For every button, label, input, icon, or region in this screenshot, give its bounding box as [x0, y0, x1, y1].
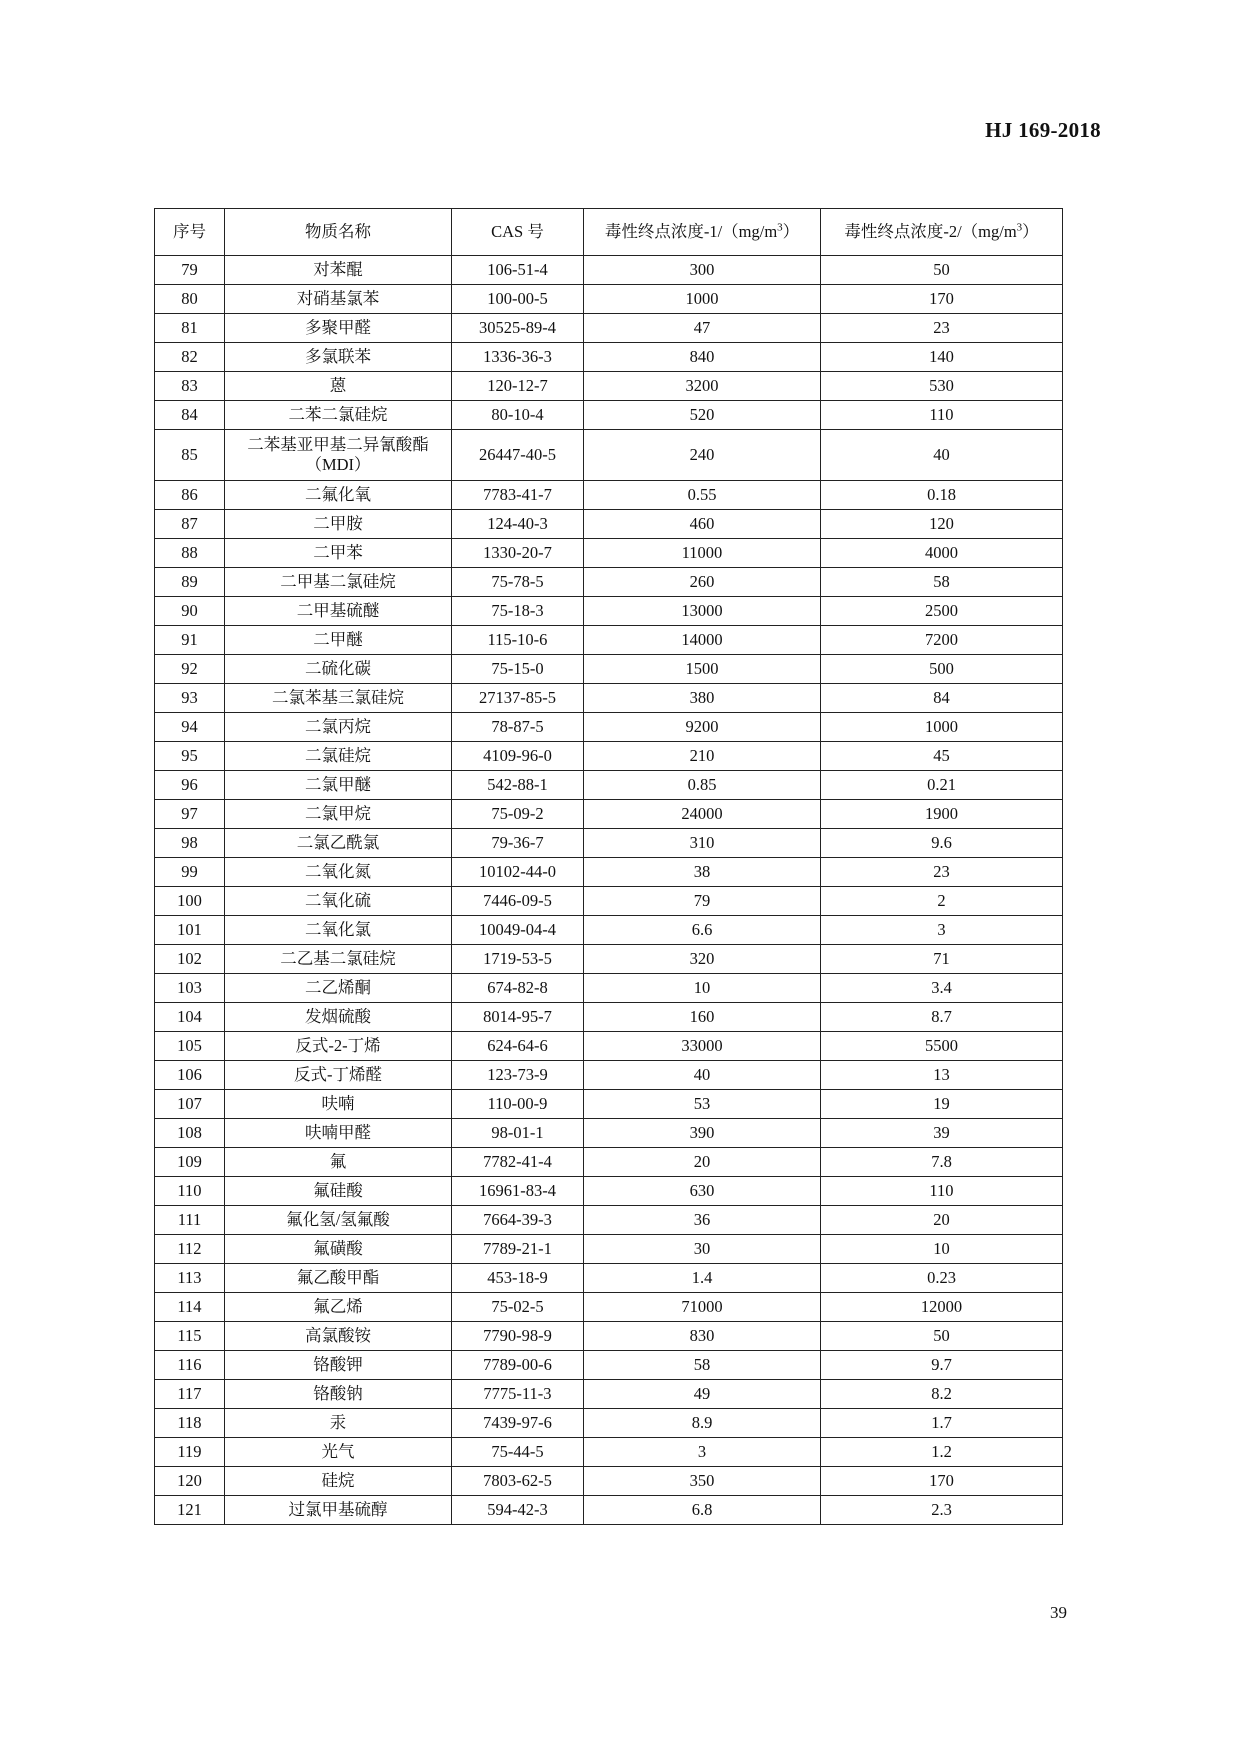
table-row: [155, 1496, 1063, 1525]
table-row: [155, 626, 1063, 655]
cell-toxicity-2: 8.2: [821, 1380, 1063, 1409]
cell-toxicity-2: 0.21: [821, 771, 1063, 800]
table-row: [155, 713, 1063, 742]
cell-seq: 92: [155, 655, 225, 684]
cell-toxicity-1: 320: [584, 945, 821, 974]
cell-seq: 95: [155, 742, 225, 771]
cell-seq: 107: [155, 1090, 225, 1119]
table-row: [155, 285, 1063, 314]
cell-substance-name: 二乙烯酮: [225, 974, 452, 1003]
cell-cas: 7803-62-5: [452, 1467, 584, 1496]
cell-toxicity-1: 260: [584, 568, 821, 597]
table-row: [155, 1409, 1063, 1438]
table-row: [155, 401, 1063, 430]
cell-cas: 75-44-5: [452, 1438, 584, 1467]
cell-seq: 116: [155, 1351, 225, 1380]
cell-toxicity-1: 520: [584, 401, 821, 430]
table-row: [155, 1119, 1063, 1148]
cell-cas: 120-12-7: [452, 372, 584, 401]
cell-substance-name: 高氯酸铵: [225, 1322, 452, 1351]
cell-toxicity-1: 460: [584, 510, 821, 539]
cell-cas: 7790-98-9: [452, 1322, 584, 1351]
cell-toxicity-2: 12000: [821, 1293, 1063, 1322]
cell-toxicity-2: 2500: [821, 597, 1063, 626]
cell-toxicity-1: 840: [584, 343, 821, 372]
cell-cas: 594-42-3: [452, 1496, 584, 1525]
cell-seq: 103: [155, 974, 225, 1003]
cell-cas: 100-00-5: [452, 285, 584, 314]
cell-toxicity-1: 14000: [584, 626, 821, 655]
cell-seq: 100: [155, 887, 225, 916]
cell-seq: 93: [155, 684, 225, 713]
cell-substance-name: 过氯甲基硫醇: [225, 1496, 452, 1525]
cell-seq: 82: [155, 343, 225, 372]
cell-seq: 109: [155, 1148, 225, 1177]
cell-seq: 111: [155, 1206, 225, 1235]
cell-substance-name: 铬酸钾: [225, 1351, 452, 1380]
cell-substance-name: 二乙基二氯硅烷: [225, 945, 452, 974]
cell-cas: 106-51-4: [452, 256, 584, 285]
cell-toxicity-2: 1900: [821, 800, 1063, 829]
cell-substance-name: 蒽: [225, 372, 452, 401]
cell-toxicity-1: 47: [584, 314, 821, 343]
cell-substance-name: 氟: [225, 1148, 452, 1177]
cell-cas: 115-10-6: [452, 626, 584, 655]
cell-substance-name: 二氯甲烷: [225, 800, 452, 829]
cell-toxicity-1: 49: [584, 1380, 821, 1409]
cell-cas: 10102-44-0: [452, 858, 584, 887]
cell-substance-name: 铬酸钠: [225, 1380, 452, 1409]
table-row: [155, 256, 1063, 285]
cell-cas: 110-00-9: [452, 1090, 584, 1119]
cell-substance-name: 氟乙烯: [225, 1293, 452, 1322]
table-row: [155, 1032, 1063, 1061]
cell-toxicity-2: 3: [821, 916, 1063, 945]
cell-cas: 7789-00-6: [452, 1351, 584, 1380]
cell-cas: 7664-39-3: [452, 1206, 584, 1235]
cell-toxicity-1: 6.8: [584, 1496, 821, 1525]
header-toxicity-2-text: 毒性终点浓度-2/（mg/m: [844, 222, 1017, 241]
cell-toxicity-1: 0.55: [584, 481, 821, 510]
cell-seq: 115: [155, 1322, 225, 1351]
cell-cas: 26447-40-5: [452, 430, 584, 481]
toxicity-endpoint-table: [154, 208, 1063, 1525]
header-toxicity-2-close: ）: [1022, 222, 1039, 241]
cell-cas: 79-36-7: [452, 829, 584, 858]
cell-toxicity-1: 0.85: [584, 771, 821, 800]
cell-toxicity-2: 19: [821, 1090, 1063, 1119]
cell-seq: 91: [155, 626, 225, 655]
table-row: [155, 1235, 1063, 1264]
cell-toxicity-2: 110: [821, 401, 1063, 430]
cell-toxicity-2: 2.3: [821, 1496, 1063, 1525]
cell-seq: 94: [155, 713, 225, 742]
table-row: [155, 742, 1063, 771]
cell-toxicity-1: 58: [584, 1351, 821, 1380]
header-seq: 序号: [155, 209, 225, 256]
cell-seq: 87: [155, 510, 225, 539]
cell-substance-name: 二苯二氯硅烷: [225, 401, 452, 430]
cell-toxicity-1: 3200: [584, 372, 821, 401]
cell-seq: 98: [155, 829, 225, 858]
table-row: [155, 1148, 1063, 1177]
cell-seq: 106: [155, 1061, 225, 1090]
cell-seq: 86: [155, 481, 225, 510]
cell-seq: 108: [155, 1119, 225, 1148]
cell-toxicity-1: 38: [584, 858, 821, 887]
cell-toxicity-1: 160: [584, 1003, 821, 1032]
cell-cas: 75-15-0: [452, 655, 584, 684]
header-substance-name: 物质名称: [225, 209, 452, 256]
table-row: [155, 800, 1063, 829]
cell-cas: 30525-89-4: [452, 314, 584, 343]
cell-toxicity-2: 9.6: [821, 829, 1063, 858]
header-toxicity-2-exponent: 3: [1016, 221, 1023, 234]
cell-cas: 27137-85-5: [452, 684, 584, 713]
cell-seq: 117: [155, 1380, 225, 1409]
cell-toxicity-2: 45: [821, 742, 1063, 771]
cell-cas: 75-09-2: [452, 800, 584, 829]
cell-toxicity-1: 380: [584, 684, 821, 713]
table-row: [155, 1206, 1063, 1235]
cell-seq: 81: [155, 314, 225, 343]
cell-toxicity-1: 1.4: [584, 1264, 821, 1293]
cell-toxicity-1: 33000: [584, 1032, 821, 1061]
cell-seq: 84: [155, 401, 225, 430]
cell-toxicity-2: 23: [821, 314, 1063, 343]
header-toxicity-1-text: 毒性终点浓度-1/（mg/m: [604, 222, 778, 241]
table-row: [155, 684, 1063, 713]
cell-substance-name: 氟硅酸: [225, 1177, 452, 1206]
cell-toxicity-1: 71000: [584, 1293, 821, 1322]
table-row: [155, 945, 1063, 974]
cell-seq: 114: [155, 1293, 225, 1322]
table-row: [155, 1380, 1063, 1409]
cell-substance-name: 氟乙酸甲酯: [225, 1264, 452, 1293]
cell-toxicity-2: 530: [821, 372, 1063, 401]
cell-seq: 113: [155, 1264, 225, 1293]
cell-seq: 97: [155, 800, 225, 829]
cell-toxicity-1: 3: [584, 1438, 821, 1467]
cell-seq: 105: [155, 1032, 225, 1061]
cell-toxicity-2: 9.7: [821, 1351, 1063, 1380]
cell-substance-name: 汞: [225, 1409, 452, 1438]
cell-substance-name: 二氯硅烷: [225, 742, 452, 771]
table-row: [155, 1467, 1063, 1496]
table-row: [155, 887, 1063, 916]
cell-toxicity-1: 390: [584, 1119, 821, 1148]
cell-substance-name: 二氧化硫: [225, 887, 452, 916]
cell-cas: 7789-21-1: [452, 1235, 584, 1264]
cell-toxicity-1: 40: [584, 1061, 821, 1090]
cell-toxicity-2: 110: [821, 1177, 1063, 1206]
cell-substance-name: 硅烷: [225, 1467, 452, 1496]
table-row: [155, 539, 1063, 568]
cell-seq: 102: [155, 945, 225, 974]
cell-seq: 89: [155, 568, 225, 597]
cell-toxicity-2: 500: [821, 655, 1063, 684]
table-row: [155, 481, 1063, 510]
cell-cas: 8014-95-7: [452, 1003, 584, 1032]
cell-toxicity-2: 4000: [821, 539, 1063, 568]
cell-toxicity-1: 9200: [584, 713, 821, 742]
table-row: [155, 510, 1063, 539]
cell-toxicity-2: 58: [821, 568, 1063, 597]
header-cas: CAS 号: [452, 209, 584, 256]
cell-toxicity-2: 5500: [821, 1032, 1063, 1061]
cell-seq: 121: [155, 1496, 225, 1525]
cell-substance-name: 多氯联苯: [225, 343, 452, 372]
cell-substance-name: 氟磺酸: [225, 1235, 452, 1264]
cell-seq: 112: [155, 1235, 225, 1264]
table-row: [155, 372, 1063, 401]
table-row: [155, 343, 1063, 372]
cell-toxicity-1: 1000: [584, 285, 821, 314]
cell-cas: 75-78-5: [452, 568, 584, 597]
cell-seq: 83: [155, 372, 225, 401]
cell-toxicity-2: 2: [821, 887, 1063, 916]
header-toxicity-1: [584, 209, 821, 256]
cell-seq: 88: [155, 539, 225, 568]
table-row: [155, 1177, 1063, 1206]
cell-cas: 75-18-3: [452, 597, 584, 626]
cell-cas: 624-64-6: [452, 1032, 584, 1061]
cell-seq: 101: [155, 916, 225, 945]
page-number: 39: [1050, 1603, 1067, 1622]
cell-substance-name: 反式-丁烯醛: [225, 1061, 452, 1090]
cell-substance-name: 呋喃甲醛: [225, 1119, 452, 1148]
cell-toxicity-1: 310: [584, 829, 821, 858]
cell-toxicity-1: 36: [584, 1206, 821, 1235]
table-row: [155, 1322, 1063, 1351]
cell-toxicity-2: 3.4: [821, 974, 1063, 1003]
cell-toxicity-2: 10: [821, 1235, 1063, 1264]
cell-toxicity-1: 350: [584, 1467, 821, 1496]
cell-toxicity-2: 0.18: [821, 481, 1063, 510]
cell-toxicity-1: 240: [584, 430, 821, 481]
cell-cas: 78-87-5: [452, 713, 584, 742]
cell-toxicity-1: 300: [584, 256, 821, 285]
table-row: [155, 974, 1063, 1003]
cell-toxicity-2: 1.2: [821, 1438, 1063, 1467]
cell-toxicity-2: 20: [821, 1206, 1063, 1235]
cell-substance-name: 发烟硫酸: [225, 1003, 452, 1032]
cell-seq: 80: [155, 285, 225, 314]
cell-substance-name: 光气: [225, 1438, 452, 1467]
cell-toxicity-1: 53: [584, 1090, 821, 1119]
cell-toxicity-2: 39: [821, 1119, 1063, 1148]
cell-cas: 7446-09-5: [452, 887, 584, 916]
cell-substance-name: 二硫化碳: [225, 655, 452, 684]
cell-toxicity-2: 84: [821, 684, 1063, 713]
cell-substance-name: 二氯乙酰氯: [225, 829, 452, 858]
cell-toxicity-1: 30: [584, 1235, 821, 1264]
cell-substance-name: 反式-2-丁烯: [225, 1032, 452, 1061]
cell-toxicity-2: 7200: [821, 626, 1063, 655]
cell-cas: 4109-96-0: [452, 742, 584, 771]
cell-cas: 80-10-4: [452, 401, 584, 430]
table-row: [155, 1438, 1063, 1467]
header-toxicity-1-exponent: 3: [777, 221, 783, 234]
cell-toxicity-2: 8.7: [821, 1003, 1063, 1032]
cell-substance-name: 对苯醌: [225, 256, 452, 285]
header-toxicity-1-close: ）: [782, 222, 800, 241]
cell-seq: 120: [155, 1467, 225, 1496]
cell-seq: 79: [155, 256, 225, 285]
cell-cas: 1330-20-7: [452, 539, 584, 568]
cell-toxicity-2: 40: [821, 430, 1063, 481]
document-code: HJ 169-2018: [985, 118, 1101, 142]
cell-seq: 119: [155, 1438, 225, 1467]
cell-toxicity-1: 10: [584, 974, 821, 1003]
cell-toxicity-1: 20: [584, 1148, 821, 1177]
cell-toxicity-1: 1500: [584, 655, 821, 684]
cell-substance-name: 二甲苯: [225, 539, 452, 568]
table-row: [155, 1351, 1063, 1380]
cell-substance-name: 对硝基氯苯: [225, 285, 452, 314]
cell-toxicity-1: 630: [584, 1177, 821, 1206]
cell-toxicity-1: 8.9: [584, 1409, 821, 1438]
table-row: [155, 597, 1063, 626]
cell-toxicity-2: 1000: [821, 713, 1063, 742]
cell-seq: 85: [155, 430, 225, 481]
cell-substance-name: 二氧化氯: [225, 916, 452, 945]
cell-toxicity-1: 11000: [584, 539, 821, 568]
cell-cas: 453-18-9: [452, 1264, 584, 1293]
table-row: [155, 655, 1063, 684]
cell-toxicity-2: 1.7: [821, 1409, 1063, 1438]
cell-cas: 123-73-9: [452, 1061, 584, 1090]
table-body: [155, 256, 1063, 1525]
cell-cas: 1336-36-3: [452, 343, 584, 372]
cell-substance-name: 二甲基硫醚: [225, 597, 452, 626]
cell-toxicity-2: 50: [821, 256, 1063, 285]
table-row: [155, 1264, 1063, 1293]
cell-cas: 7775-11-3: [452, 1380, 584, 1409]
table-header-row: [155, 209, 1063, 256]
cell-seq: 90: [155, 597, 225, 626]
table-row: [155, 1293, 1063, 1322]
cell-toxicity-1: 24000: [584, 800, 821, 829]
cell-cas: 7439-97-6: [452, 1409, 584, 1438]
cell-substance-name: 多聚甲醛: [225, 314, 452, 343]
cell-seq: 104: [155, 1003, 225, 1032]
table-row: [155, 829, 1063, 858]
cell-cas: 16961-83-4: [452, 1177, 584, 1206]
cell-substance-name: 二氟化氧: [225, 481, 452, 510]
table-row: [155, 1061, 1063, 1090]
cell-cas: 124-40-3: [452, 510, 584, 539]
cell-toxicity-1: 210: [584, 742, 821, 771]
cell-substance-name: 氟化氢/氢氟酸: [225, 1206, 452, 1235]
table-row: [155, 314, 1063, 343]
cell-toxicity-2: 140: [821, 343, 1063, 372]
cell-toxicity-2: 71: [821, 945, 1063, 974]
cell-substance-name: 二氯甲醚: [225, 771, 452, 800]
cell-cas: 674-82-8: [452, 974, 584, 1003]
cell-substance-name: 二氯苯基三氯硅烷: [225, 684, 452, 713]
cell-toxicity-2: 170: [821, 285, 1063, 314]
cell-seq: 118: [155, 1409, 225, 1438]
cell-toxicity-2: 13: [821, 1061, 1063, 1090]
cell-toxicity-2: 0.23: [821, 1264, 1063, 1293]
table-row: [155, 771, 1063, 800]
table-row: [155, 1090, 1063, 1119]
cell-cas: 98-01-1: [452, 1119, 584, 1148]
table-row: [155, 858, 1063, 887]
cell-toxicity-1: 79: [584, 887, 821, 916]
cell-toxicity-2: 23: [821, 858, 1063, 887]
cell-cas: 7782-41-4: [452, 1148, 584, 1177]
cell-toxicity-2: 7.8: [821, 1148, 1063, 1177]
cell-toxicity-2: 170: [821, 1467, 1063, 1496]
cell-cas: 7783-41-7: [452, 481, 584, 510]
cell-cas: 542-88-1: [452, 771, 584, 800]
header-toxicity-2: [821, 209, 1063, 256]
cell-substance-name: 二甲醚: [225, 626, 452, 655]
table-row: [155, 568, 1063, 597]
cell-substance-name: 二甲基二氯硅烷: [225, 568, 452, 597]
cell-toxicity-1: 830: [584, 1322, 821, 1351]
table-row: [155, 1003, 1063, 1032]
cell-toxicity-1: 13000: [584, 597, 821, 626]
cell-cas: 10049-04-4: [452, 916, 584, 945]
cell-substance-name: 二氯丙烷: [225, 713, 452, 742]
cell-cas: 75-02-5: [452, 1293, 584, 1322]
table-row: [155, 430, 1063, 481]
cell-substance-name: 二苯基亚甲基二异氰酸酯（MDI）: [225, 430, 452, 481]
cell-toxicity-2: 120: [821, 510, 1063, 539]
cell-toxicity-1: 6.6: [584, 916, 821, 945]
cell-substance-name: 二氧化氮: [225, 858, 452, 887]
cell-substance-name: 二甲胺: [225, 510, 452, 539]
cell-seq: 99: [155, 858, 225, 887]
cell-cas: 1719-53-5: [452, 945, 584, 974]
cell-toxicity-2: 50: [821, 1322, 1063, 1351]
cell-substance-name: 呋喃: [225, 1090, 452, 1119]
table-row: [155, 916, 1063, 945]
cell-seq: 96: [155, 771, 225, 800]
cell-seq: 110: [155, 1177, 225, 1206]
